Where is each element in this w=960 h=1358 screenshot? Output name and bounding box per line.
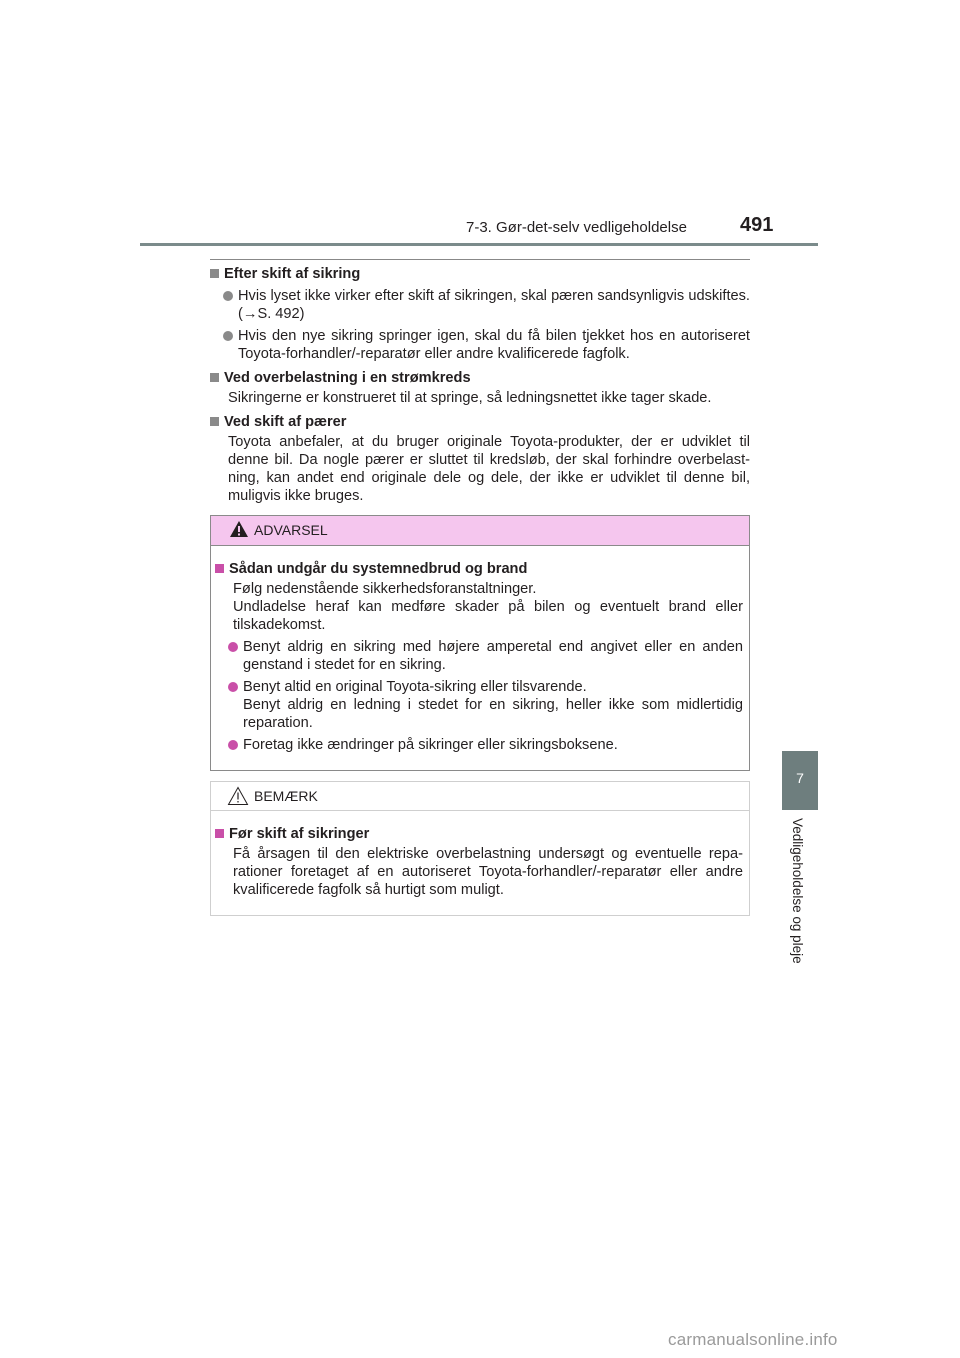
round-bullet-icon: [228, 740, 238, 750]
warning-header: [211, 516, 749, 546]
list-item: Benyt aldrig en sikring med højere amperetal end angivet eller en anden genstand i stedet for en sikring.: [215, 638, 743, 674]
square-bullet-icon: [210, 269, 219, 278]
section-text: Toyota anbefaler, at du bruger originale Toyota-produkter, der er udviklet til denne bil. Da nogle pærer er sluttet til kredsløb, der skal forhindre overbelast-ning, kan andet end originale dele og dele, der ikke er udviklet til denne bil, muligvis ikke bruges.: [228, 434, 750, 504]
main-content: [210, 265, 750, 511]
notice-triangle-icon: [227, 786, 249, 806]
warning-intro: Undladelse heraf kan medføre skader på bilen og eventuelt brand eller tilskadekomst.: [233, 599, 743, 633]
section-heading: Ved overbelastning i en strømkreds: [224, 370, 471, 386]
notice-title: BEMÆRK: [254, 788, 318, 804]
list-item: Hvis lyset ikke virker efter skift af sikringen, skal pæren sandsynligvis udskiftes. (→S. 492): [210, 287, 750, 323]
notice-header: [211, 782, 749, 811]
square-bullet-icon: [210, 373, 219, 382]
chapter-tab: [782, 751, 818, 810]
notice-body: [211, 811, 749, 899]
watermark: carmanualsonline.info: [668, 1330, 838, 1349]
list-item: Foretag ikke ændringer på sikringer eller sikringsboksene.: [215, 736, 743, 754]
round-bullet-icon: [228, 642, 238, 652]
page-number: 491: [740, 214, 774, 236]
header-rule: [140, 243, 818, 246]
section-overbelastning: [210, 369, 750, 407]
chapter-number: 7: [796, 770, 804, 786]
square-bullet-icon: [215, 829, 224, 838]
section-efter-skift: [210, 265, 750, 363]
section-heading: Efter skift af sikring: [224, 266, 361, 282]
round-bullet-icon: [228, 682, 238, 692]
warning-title: ADVARSEL: [254, 522, 328, 538]
section-title: 7-3. Gør-det-selv vedligeholdelse: [466, 219, 687, 236]
section-text: Sikringerne er konstrueret til at springe, så ledningsnettet ikke tager skade.: [228, 390, 712, 406]
content-rule: [210, 259, 750, 260]
warning-heading: Sådan undgår du systemnedbrud og brand: [229, 561, 528, 577]
chapter-label: Vedligeholdelse og pleje: [790, 818, 805, 964]
square-bullet-icon: [210, 417, 219, 426]
warning-triangle-icon: [229, 520, 249, 538]
round-bullet-icon: [223, 331, 233, 341]
round-bullet-icon: [223, 291, 233, 301]
notice-box: [210, 781, 750, 916]
notice-text: Få årsagen til den elektriske overbelastning undersøgt og eventuelle repa-rationer foretaget af en autoriseret Toyota-forhandler/-reparatør eller andre kvalificerede fagfolk så hurtigt som muligt.: [233, 846, 743, 898]
warning-intro: Følg nedenstående sikkerhedsforanstaltninger.: [233, 581, 537, 597]
warning-box: [210, 515, 750, 771]
section-heading: Ved skift af pærer: [224, 414, 347, 430]
list-item: Benyt altid en original Toyota-sikring eller tilsvarende. Benyt aldrig en ledning i stedet for en sikring, heller ikke som midlertidig reparation.: [215, 678, 743, 732]
square-bullet-icon: [215, 564, 224, 573]
notice-heading: Før skift af sikringer: [229, 826, 370, 842]
list-item: Hvis den nye sikring springer igen, skal du få bilen tjekket hos en autoriseret Toyota-forhandler/-reparatør eller andre kvalificerede fagfolk.: [210, 327, 750, 363]
section-paerer: [210, 413, 750, 505]
warning-body: [211, 546, 749, 754]
